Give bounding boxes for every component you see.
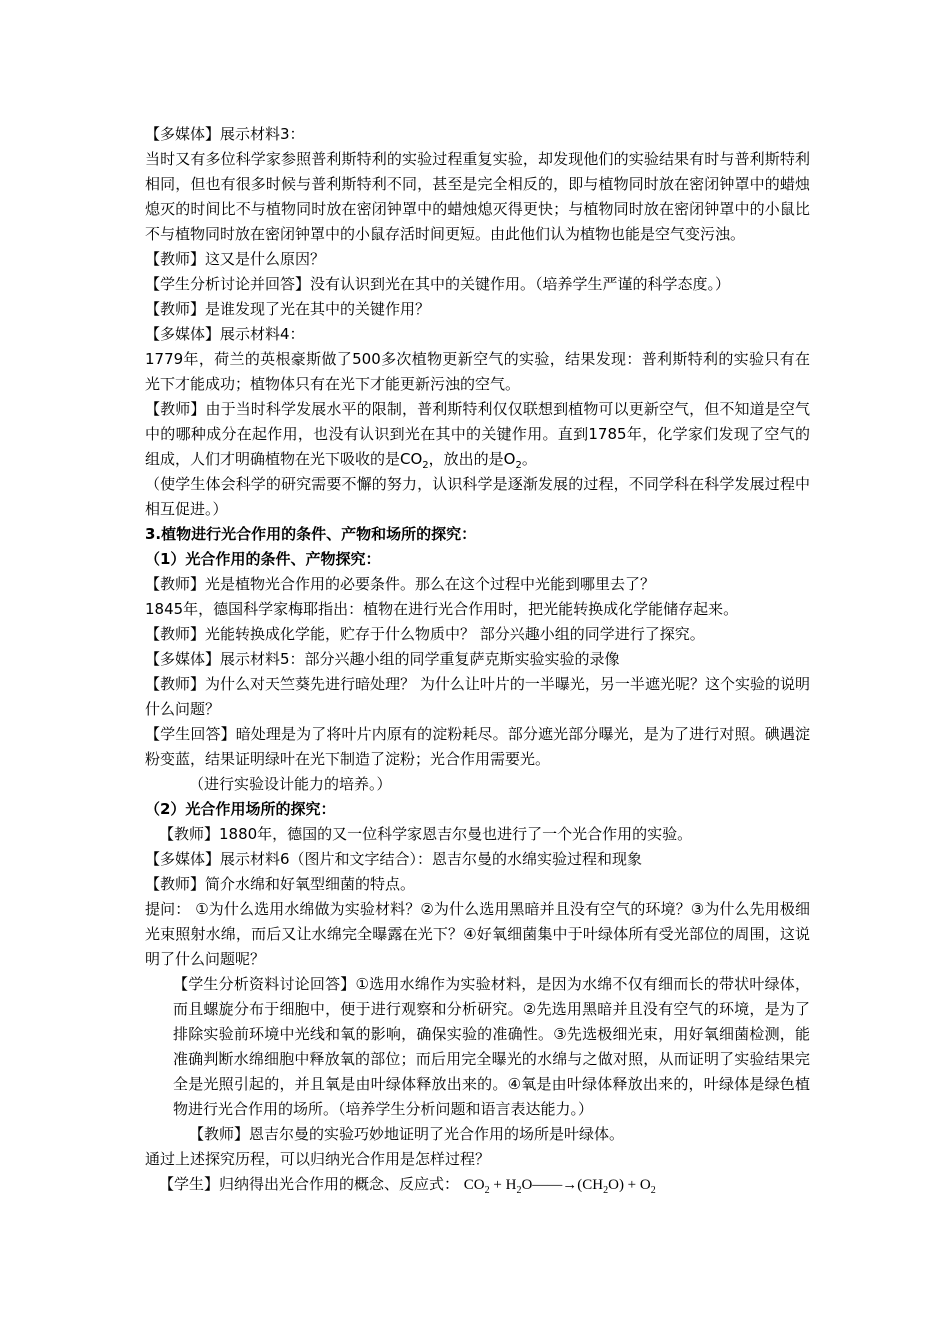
teacher-explanation xyxy=(145,397,810,472)
teaching-note: （使学生体会科学的研究需要不懈的努力，认识科学是逐渐发展的过程，不同学科在科学发展过程中相互促进。） xyxy=(145,475,810,518)
formula-part: + H xyxy=(489,1177,517,1193)
media-material-5: 【多媒体】展示材料5：部分兴趣小组的同学重复萨克斯实验实验的录像 xyxy=(145,650,620,668)
history-line: 1845年，德国科学家梅耶指出：植物在进行光合作用时，把光能转换成化学能储存起来。 xyxy=(145,600,739,618)
teacher-summary: 【教师】恩吉尔曼的实验巧妙地证明了光合作用的场所是叶绿体。 xyxy=(189,1125,625,1143)
teacher-explanation-text: 。 xyxy=(521,450,537,468)
teacher-explanation-text: ，放出的是O xyxy=(428,450,516,468)
teacher-question: 【教师】光是植物光合作用的必要条件。那么在这个过程中光能到哪里去了？ xyxy=(145,575,656,593)
media-material-3-heading: 【多媒体】展示材料3： xyxy=(145,125,305,143)
student-analysis: 【学生分析资料讨论回答】①选用水绵作为实验材料，是因为水绵不仅有细而长的带状叶绿体，而且螺旋分布于细胞中，便于进行观察和分析研究。②先选用黑暗并且没有空气的环境，是为了排除实验前环境中光线和氧的影响，确保实验的准确性。③先选极细光束，用好氧细菌检测，能准确判断水绵细胞中释放氧的部位；而后用完全曝光的水绵与之做对照，从而证明了实验结果完全是光照引起的，并且氧是由叶绿体释放出来的。④氧是由叶绿体释放出来的，叶绿体是绿色植物进行光合作用的场所。（培养学生分析问题和语言表达能力。） xyxy=(173,975,810,1118)
media-material-6: 【多媒体】展示材料6（图片和文字结合）：恩吉尔曼的水绵实验过程和现象 xyxy=(145,850,643,868)
media-material-4-heading: 【多媒体】展示材料4： xyxy=(145,325,305,343)
subscript: 2 xyxy=(650,1185,656,1196)
subsection-heading-2: （2）光合作用场所的探究： xyxy=(145,800,336,818)
teacher-question: 【教师】这又是什么原因？ xyxy=(145,250,326,268)
questions-paragraph: 提问： ①为什么选用水绵做为实验材料？②为什么选用黑暗并且没有空气的环境？③为什么先用极细光束照射水绵，而后又让水绵完全曝露在光下？④好氧细菌集中于叶绿体所有受光部位的周围，这说明了什么问题呢？ xyxy=(145,900,810,968)
section-heading-3: 3.植物进行光合作用的条件、产物和场所的探究： xyxy=(145,525,477,543)
teacher-explanation-text: 【教师】由于当时科学发展水平的限制，普利斯特利仅仅联想到植物可以更新空气，但不知道是空气中的哪种成分在起作用，也没有认识到光在其中的关键作用。直到1785年，化学家们发现了空气的组成，人们才明确植物在光下吸收的是CO xyxy=(145,400,810,468)
formula-part: O——→(CH xyxy=(521,1177,604,1193)
photosynthesis-formula xyxy=(463,1177,656,1196)
teacher-question: 【教师】为什么对天竺葵先进行暗处理？ 为什么让叶片的一半曝光，另一半遮光呢？这个实验的说明什么问题？ xyxy=(145,675,810,718)
teaching-note: （进行实验设计能力的培养。） xyxy=(189,775,392,793)
subscript: 2 xyxy=(515,460,522,471)
paragraph-material-3: 当时又有多位科学家参照普利斯特利的实验过程重复实验，却发现他们的实验结果有时与普利斯特利相同，但也有很多时候与普利斯特利不同，甚至是完全相反的，即与植物同时放在密闭钟罩中的蜡烛熄灭的时间比不与植物同时放在密闭钟罩中的蜡烛熄灭得更快；与植物同时放在密闭钟罩中的小鼠比不与植物同时放在密闭钟罩中的小鼠存活时间更短。由此他们认为植物也能是空气变污浊。 xyxy=(145,150,810,243)
document-body xyxy=(145,122,810,1198)
student-answer: 【学生回答】暗处理是为了将叶片内原有的淀粉耗尽。部分遮光部分曝光，是为了进行对照。碘遇淀粉变蓝，结果证明绿叶在光下制造了淀粉；光合作用需要光。 xyxy=(145,725,810,768)
teacher-question: 【教师】是谁发现了光在其中的关键作用？ xyxy=(145,300,431,318)
transition-line: 通过上述探究历程，可以归纳光合作用是怎样过程？ xyxy=(145,1150,491,1168)
teacher-intro: 【教师】1880年，德国的又一位科学家恩吉尔曼也进行了一个光合作用的实验。 xyxy=(159,825,693,843)
subscript: 2 xyxy=(422,460,429,471)
paragraph-material-4: 1779年，荷兰的英根豪斯做了500多次植物更新空气的实验，结果发现：普利斯特利的实验只有在光下才能成功；植物体只有在光下才能更新污浊的空气。 xyxy=(145,350,810,393)
subsection-heading-1: （1）光合作用的条件、产物探究： xyxy=(145,550,381,568)
formula-part: CO xyxy=(463,1177,485,1193)
formula-part: O) + O xyxy=(608,1177,651,1193)
subscript: 2 xyxy=(484,1185,490,1196)
subscript: 2 xyxy=(603,1185,609,1196)
student-formula-label: 【学生】归纳得出光合作用的概念、反应式： xyxy=(159,1175,460,1193)
student-formula-line xyxy=(145,1172,810,1198)
teacher-question: 【教师】光能转换成化学能，贮存于什么物质中？ 部分兴趣小组的同学进行了探究。 xyxy=(145,625,705,643)
student-answer: 【学生分析讨论并回答】没有认识到光在其中的关键作用。（培养学生严谨的科学态度。） xyxy=(145,275,731,293)
subscript: 2 xyxy=(516,1185,522,1196)
teacher-intro: 【教师】简介水绵和好氧型细菌的特点。 xyxy=(145,875,416,893)
